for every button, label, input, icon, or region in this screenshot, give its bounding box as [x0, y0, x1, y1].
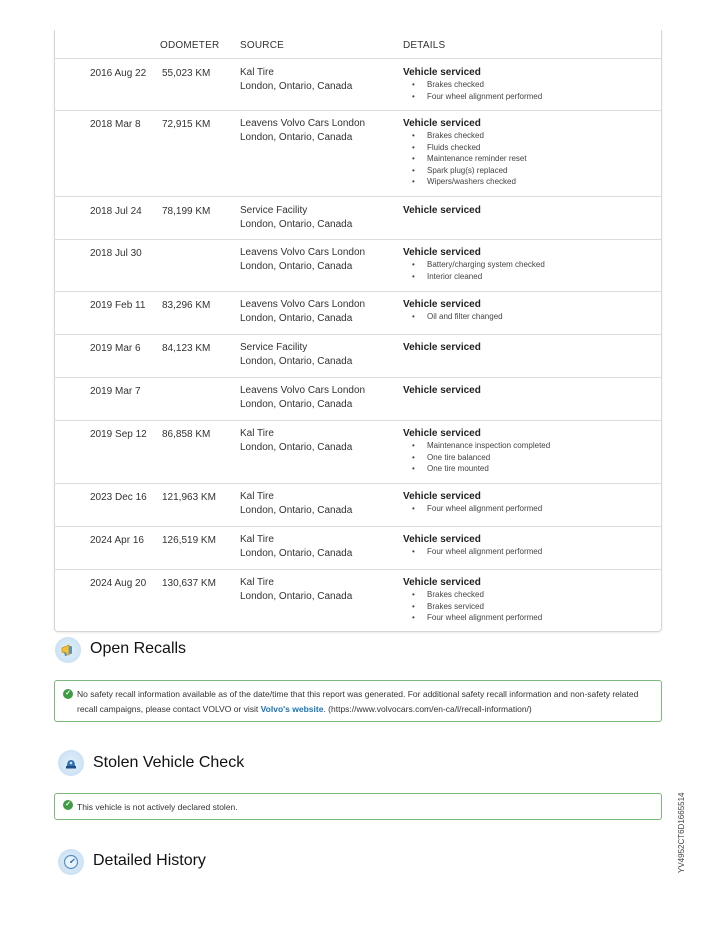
row-source [240, 490, 352, 518]
detail-item: • Maintenance inspection completed [403, 440, 653, 452]
row-odometer: 72,915 KM [162, 119, 211, 130]
row-date: 2018 Jul 24 [90, 206, 142, 217]
source-name: Kal Tire [240, 534, 274, 545]
source-name: Leavens Volvo Cars London [240, 299, 366, 310]
table-row [54, 292, 662, 334]
detail-item: • Wipers/washers checked [403, 176, 653, 188]
stolen-vehicle-title: Stolen Vehicle Check [93, 754, 245, 771]
detail-item: • Brakes checked [403, 130, 653, 142]
row-source [240, 341, 352, 369]
source-name: Leavens Volvo Cars London [240, 385, 366, 396]
row-source [240, 117, 365, 145]
row-date: 2016 Aug 22 [90, 68, 147, 79]
detail-item: • Four wheel alignment performed [403, 546, 653, 558]
stolen-alert [54, 793, 662, 820]
row-details [403, 299, 653, 323]
source-location: London, Ontario, Canada [240, 219, 353, 230]
source-location: London, Ontario, Canada [240, 505, 353, 516]
detail-item: • Brakes serviced [403, 601, 653, 613]
source-location: London, Ontario, Canada [240, 356, 353, 367]
gauge-icon [58, 849, 84, 875]
source-location: London, Ontario, Canada [240, 442, 353, 453]
source-location: London, Ontario, Canada [240, 81, 353, 92]
detail-title: Vehicle serviced [403, 205, 481, 216]
source-name: Kal Tire [240, 67, 274, 78]
row-odometer: 130,637 KM [162, 578, 216, 589]
row-details [403, 491, 653, 515]
detail-title: Vehicle serviced [403, 342, 481, 353]
recall-message: No safety recall information available as of the date/time that this report was generated. For additional safety recall information and non-safety related recall campaigns, please contact VOLVO or visit [77, 689, 639, 714]
row-odometer: 83,296 KM [162, 300, 211, 311]
checkmark-icon: ✓ [63, 800, 73, 810]
row-source [240, 384, 365, 412]
row-source [240, 298, 365, 326]
row-details [403, 534, 653, 558]
detailed-history-title: Detailed History [93, 852, 206, 869]
row-date: 2019 Mar 7 [90, 386, 141, 397]
detail-item: • Interior cleaned [403, 271, 653, 283]
stolen-message: This vehicle is not actively declared stolen. [77, 802, 238, 812]
source-name: Kal Tire [240, 491, 274, 502]
row-details [403, 385, 653, 397]
table-row [54, 240, 662, 291]
row-details [403, 577, 653, 624]
detail-title: Vehicle serviced [403, 428, 481, 439]
table-row [54, 59, 662, 110]
detail-item: • Four wheel alignment performed [403, 503, 653, 515]
source-name: Service Facility [240, 205, 308, 216]
row-source [240, 427, 352, 455]
source-location: London, Ontario, Canada [240, 313, 353, 324]
header-source: SOURCE [240, 40, 284, 51]
detail-title: Vehicle serviced [403, 118, 481, 129]
detail-title: Vehicle serviced [403, 67, 481, 78]
source-name: Leavens Volvo Cars London [240, 118, 366, 129]
detail-item: • Maintenance reminder reset [403, 153, 653, 165]
row-date: 2024 Apr 16 [90, 535, 144, 546]
row-details [403, 118, 653, 188]
row-details [403, 205, 653, 217]
source-location: London, Ontario, Canada [240, 261, 353, 272]
detail-item: • Fluids checked [403, 142, 653, 154]
row-date: 2019 Mar 6 [90, 343, 141, 354]
open-recalls-title: Open Recalls [90, 640, 187, 657]
detail-title: Vehicle serviced [403, 247, 481, 258]
siren-icon [58, 750, 84, 776]
detail-item: • Four wheel alignment performed [403, 612, 653, 624]
detail-item: • One tire mounted [403, 463, 653, 475]
row-date: 2024 Aug 20 [90, 578, 147, 589]
row-date: 2018 Mar 8 [90, 119, 141, 130]
table-row [54, 570, 662, 630]
detail-title: Vehicle serviced [403, 385, 481, 396]
table-row [54, 527, 662, 569]
volvo-website-link[interactable]: Volvo's website [260, 704, 324, 714]
row-odometer: 86,858 KM [162, 429, 211, 440]
detail-item: • Oil and filter changed [403, 311, 653, 323]
row-source [240, 576, 352, 604]
row-odometer: 121,963 KM [162, 492, 216, 503]
row-details [403, 247, 653, 282]
row-date: 2019 Feb 11 [90, 300, 146, 311]
row-details [403, 428, 653, 475]
source-location: London, Ontario, Canada [240, 548, 353, 559]
detail-title: Vehicle serviced [403, 299, 481, 310]
row-date: 2018 Jul 30 [90, 248, 142, 259]
detail-item: • Spark plug(s) replaced [403, 165, 653, 177]
vin-number: YV4952CT6D1665514 [677, 792, 686, 873]
row-odometer: 84,123 KM [162, 343, 211, 354]
row-odometer: 78,199 KM [162, 206, 211, 217]
detail-item: • Brakes checked [403, 589, 653, 601]
row-source [240, 66, 352, 94]
row-source [240, 246, 365, 274]
table-row [54, 111, 662, 195]
detail-title: Vehicle serviced [403, 534, 481, 545]
row-odometer: 55,023 KM [162, 68, 211, 79]
detail-title: Vehicle serviced [403, 491, 481, 502]
header-details: DETAILS [403, 40, 446, 51]
row-details [403, 342, 653, 354]
header-odometer: ODOMETER [160, 40, 220, 51]
row-source [240, 204, 352, 232]
row-odometer: 126,519 KM [162, 535, 216, 546]
detail-item: • Four wheel alignment performed [403, 91, 653, 103]
detail-item: • Brakes checked [403, 79, 653, 91]
row-date: 2019 Sep 12 [90, 429, 147, 440]
megaphone-icon [55, 637, 81, 663]
table-row [54, 378, 662, 420]
table-row [54, 197, 662, 239]
table-row [54, 421, 662, 483]
row-date: 2023 Dec 16 [90, 492, 147, 503]
detail-item: • Battery/charging system checked [403, 259, 653, 271]
source-location: London, Ontario, Canada [240, 132, 353, 143]
table-row [54, 335, 662, 377]
row-details [403, 67, 653, 102]
table-row [54, 484, 662, 526]
recall-alert [54, 680, 662, 722]
source-name: Kal Tire [240, 577, 274, 588]
source-name: Leavens Volvo Cars London [240, 247, 366, 258]
source-name: Kal Tire [240, 428, 274, 439]
source-location: London, Ontario, Canada [240, 399, 353, 410]
source-location: London, Ontario, Canada [240, 591, 353, 602]
recall-url: . (https://www.volvocars.com/en-ca/l/recall-information/) [323, 704, 532, 714]
source-name: Service Facility [240, 342, 308, 353]
checkmark-icon: ✓ [63, 689, 73, 699]
row-source [240, 533, 352, 561]
detail-title: Vehicle serviced [403, 577, 481, 588]
detail-item: • One tire balanced [403, 452, 653, 464]
